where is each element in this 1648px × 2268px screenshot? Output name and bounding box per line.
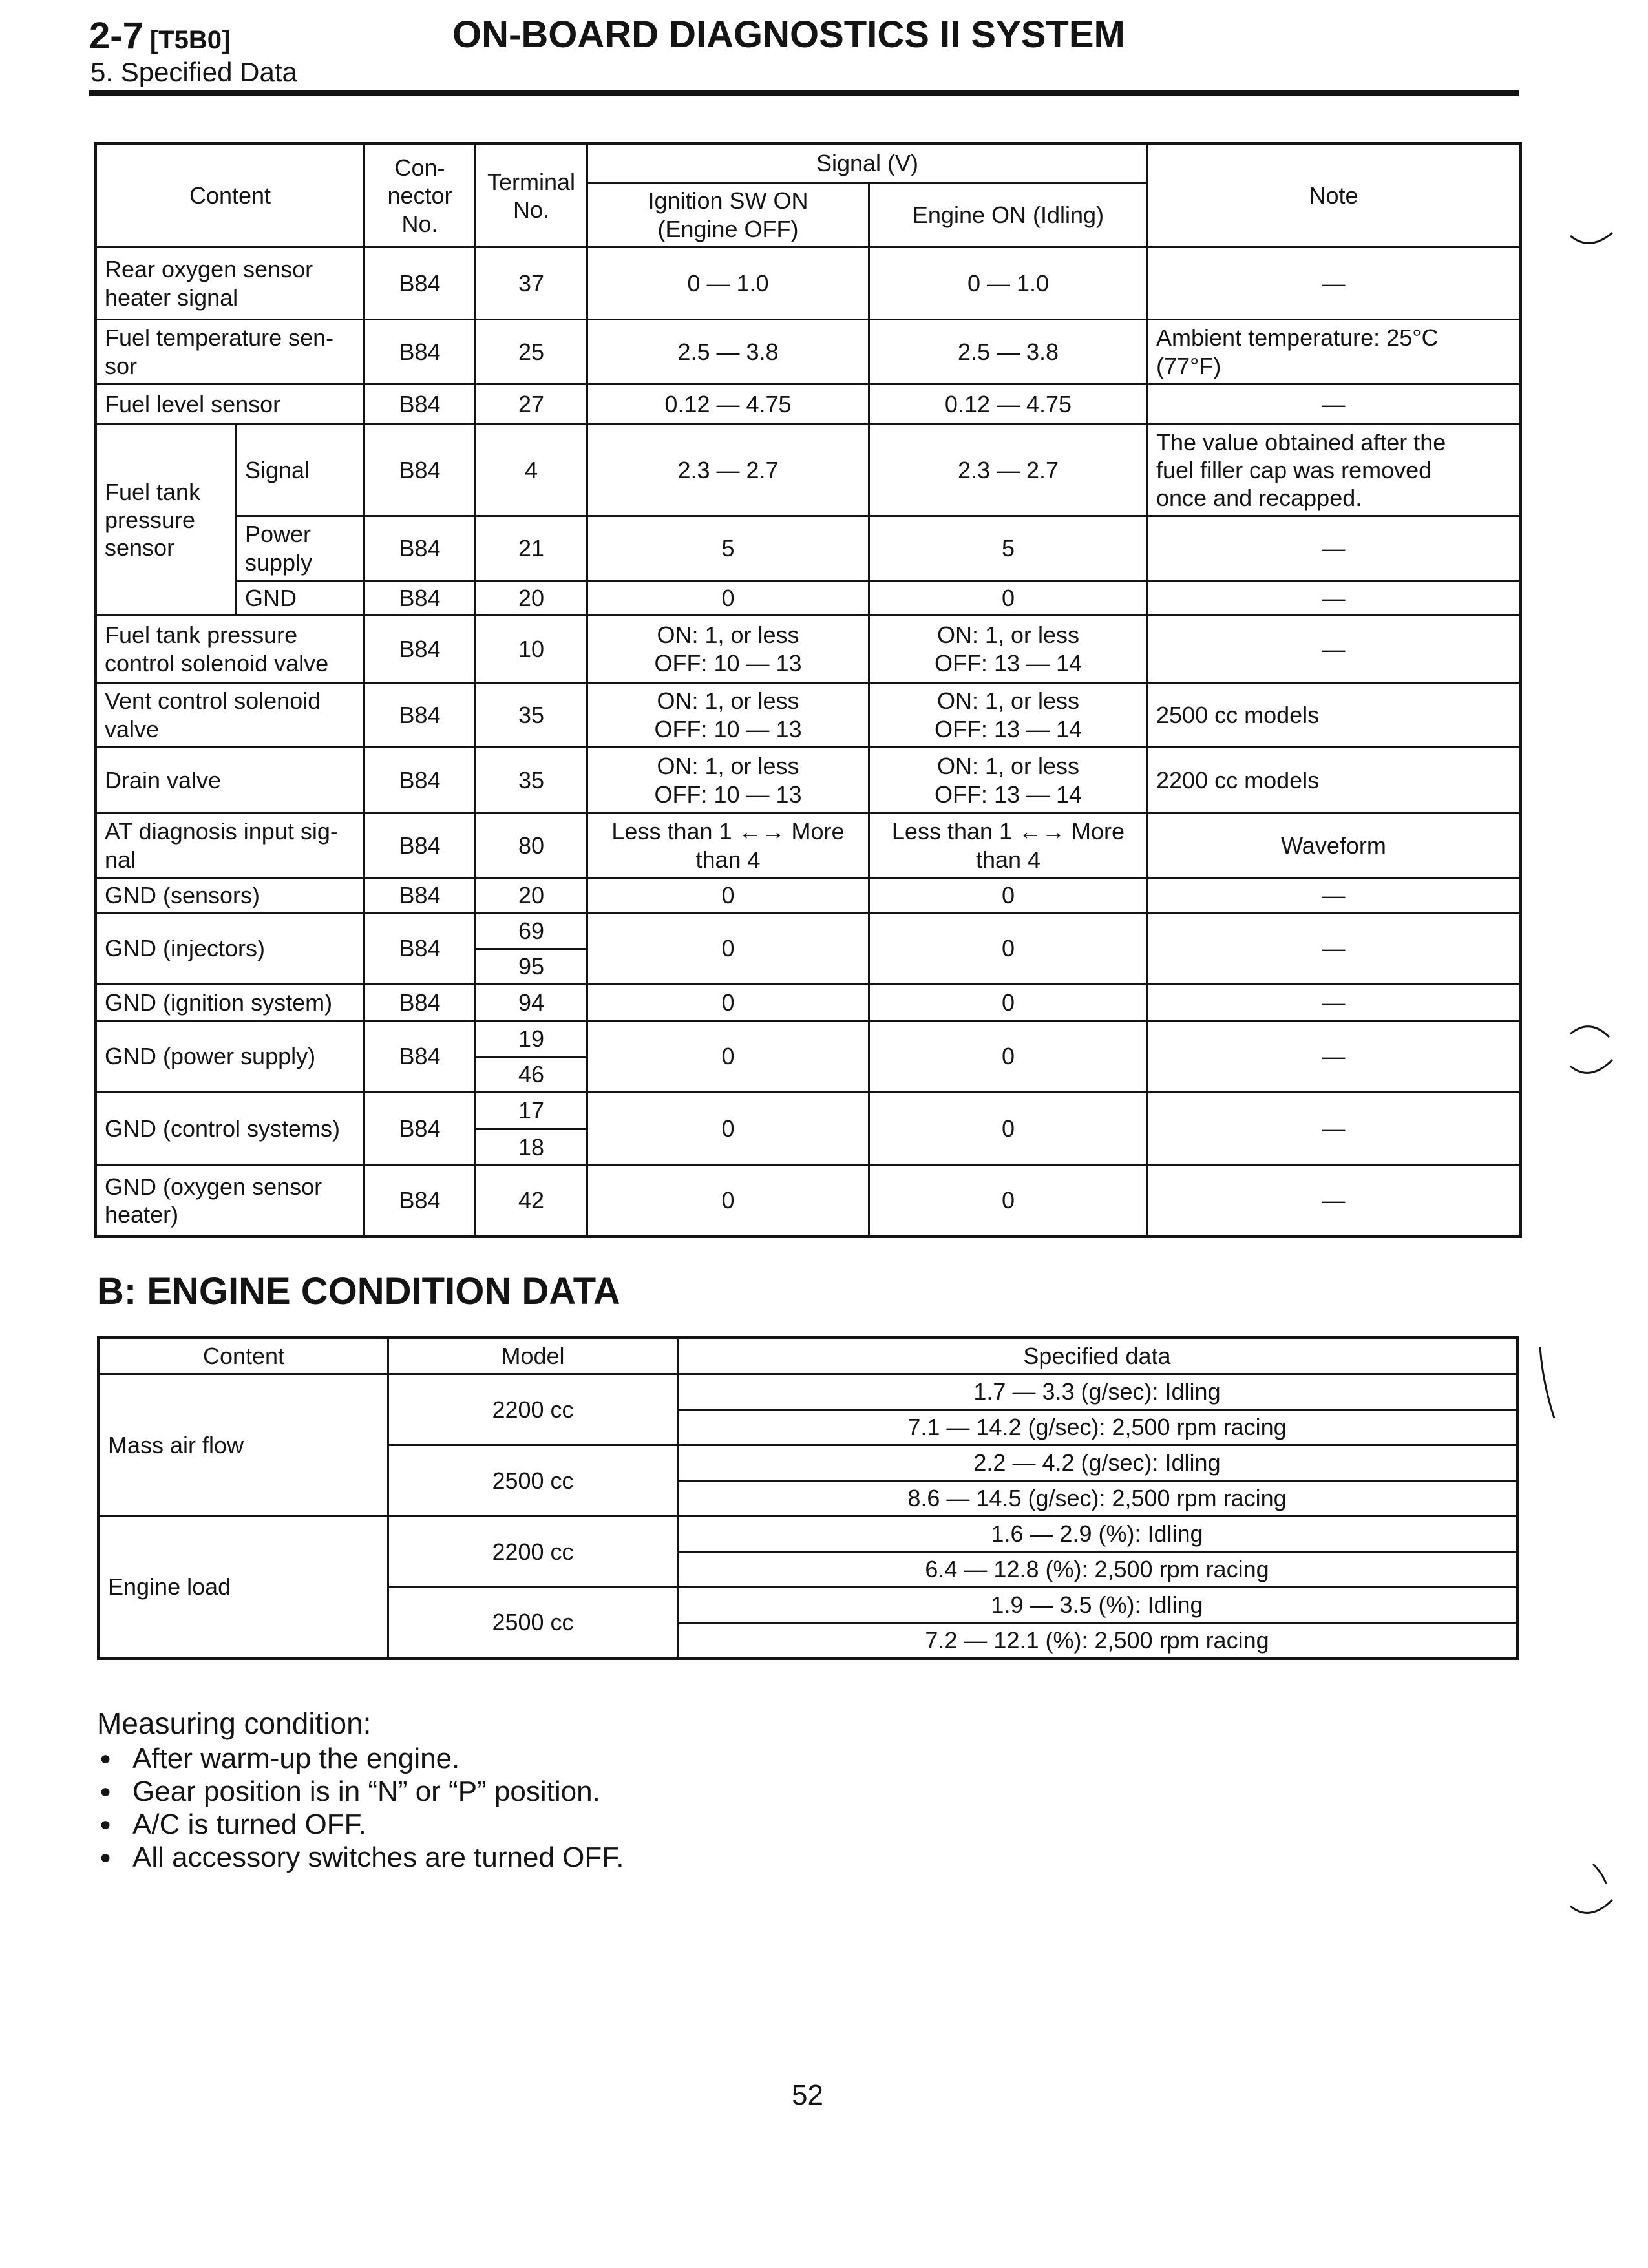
row-spec: 1.7 — 3.3 (g/sec): Idling [678, 1374, 1517, 1410]
binder-hole-mark [1567, 1861, 1619, 1951]
row-terminal: 20 [476, 581, 587, 616]
binder-hole-mark [1567, 187, 1619, 258]
row-ignition-value: 0.12 — 4.75 [587, 384, 869, 425]
row-connector: B84 [364, 384, 476, 425]
row-terminal: 42 [476, 1166, 587, 1237]
row-terminal: 20 [476, 878, 587, 913]
table-row [96, 683, 1521, 748]
row-note: — [1148, 985, 1521, 1021]
row-terminal: 25 [476, 320, 587, 384]
row-model: 2200 cc [388, 1517, 678, 1588]
row-engine-value: Less than 1 ←→ More than 4 [869, 814, 1148, 878]
row-sub-content: Signal [237, 425, 364, 516]
row-connector: B84 [364, 616, 476, 683]
page-code-tag: [T5B0] [149, 26, 231, 54]
row-ignition-value: 0 [587, 1166, 869, 1237]
row-sub-content: Power supply [237, 516, 364, 581]
table-row [96, 425, 1521, 516]
row-spec: 1.9 — 3.5 (%): Idling [678, 1588, 1517, 1623]
row-terminal: 80 [476, 814, 587, 878]
row-spec: 2.2 — 4.2 (g/sec): Idling [678, 1445, 1517, 1481]
row-content: GND (power supply) [96, 1021, 364, 1093]
row-note: — [1148, 1166, 1521, 1237]
system-title: ON-BOARD DIAGNOSTICS II SYSTEM [452, 14, 1125, 56]
row-ignition-value: 0 — 1.0 [587, 247, 869, 320]
row-content: GND (control systems) [96, 1093, 364, 1166]
row-content: Mass air flow [99, 1374, 388, 1517]
row-engine-value: 0 — 1.0 [869, 247, 1148, 320]
row-note: Waveform [1148, 814, 1521, 878]
row-terminal-a: 17 [518, 1097, 545, 1124]
table-row [99, 1517, 1517, 1552]
measuring-condition-title: Measuring condition: [97, 1706, 372, 1740]
row-content: GND (oxygen sensor heater) [96, 1166, 364, 1237]
row-engine-value: 0 [869, 1021, 1148, 1093]
section-title: 5. Specified Data [90, 57, 297, 87]
row-engine-value: 0 [869, 985, 1148, 1021]
row-connector: B84 [364, 425, 476, 516]
measuring-condition [97, 1706, 624, 1874]
row-group-content: Fuel tank pressure sensor [96, 425, 237, 616]
row-note: — [1148, 581, 1521, 616]
engine-condition-table [97, 1336, 1519, 1660]
row-terminal: 35 [476, 683, 587, 748]
table-row [96, 1093, 1521, 1166]
row-spec: 7.2 — 12.1 (%): 2,500 rpm racing [678, 1623, 1517, 1659]
table-row [96, 616, 1521, 683]
row-engine-value: 2.3 — 2.7 [869, 425, 1148, 516]
row-engine-value: 0 [869, 878, 1148, 913]
row-terminal: 4 [476, 425, 587, 516]
row-connector: B84 [364, 814, 476, 878]
row-spec: 6.4 — 12.8 (%): 2,500 rpm racing [678, 1552, 1517, 1588]
row-ignition-value: 5 [587, 516, 869, 581]
row-content: GND (injectors) [96, 913, 364, 985]
ecm-terminal-table [94, 142, 1522, 1238]
row-content: Vent control solenoid valve [96, 683, 364, 748]
list-item: ● All accessory switches are turned OFF. [97, 1841, 624, 1874]
table-row [96, 913, 1521, 985]
table-row [96, 878, 1521, 913]
row-connector: B84 [364, 1166, 476, 1237]
row-content: Fuel temperature sen- sor [96, 320, 364, 384]
row-ignition-value: ON: 1, or less OFF: 10 — 13 [587, 683, 869, 748]
table-header-row [99, 1338, 1517, 1374]
row-terminal: 27 [476, 384, 587, 425]
row-spec: 8.6 — 14.5 (g/sec): 2,500 rpm racing [678, 1481, 1517, 1517]
header-model: Model [388, 1338, 678, 1374]
row-note: — [1148, 1093, 1521, 1166]
row-ignition-value: ON: 1, or less OFF: 10 — 13 [587, 748, 869, 814]
row-content: GND (sensors) [96, 878, 364, 913]
row-content: Fuel level sensor [96, 384, 364, 425]
row-engine-value: 5 [869, 516, 1148, 581]
row-engine-value: ON: 1, or less OFF: 13 — 14 [869, 616, 1148, 683]
row-note: — [1148, 384, 1521, 425]
table-row [96, 1166, 1521, 1237]
row-ignition-value: 2.5 — 3.8 [587, 320, 869, 384]
table-header-row [96, 144, 1521, 183]
row-terminal-b: 18 [476, 1128, 586, 1165]
list-item: ● Gear position is in “N” or “P” position. [97, 1775, 624, 1808]
row-spec: 1.6 — 2.9 (%): Idling [678, 1517, 1517, 1552]
row-note: — [1148, 516, 1521, 581]
row-terminal [476, 913, 587, 985]
row-terminal [476, 1093, 587, 1166]
row-connector: B84 [364, 320, 476, 384]
table-row [96, 384, 1521, 425]
row-connector: B84 [364, 913, 476, 985]
measuring-condition-list [97, 1742, 624, 1874]
row-model: 2200 cc [388, 1374, 678, 1445]
table-row [96, 1021, 1521, 1093]
row-note: The value obtained after the fuel filler cap was removed once and recapped. [1148, 425, 1521, 516]
row-note: — [1148, 913, 1521, 985]
header-terminal: Terminal No. [476, 144, 587, 247]
row-engine-value: 0 [869, 581, 1148, 616]
row-connector: B84 [364, 683, 476, 748]
row-engine-value: 2.5 — 3.8 [869, 320, 1148, 384]
table-row [96, 748, 1521, 814]
row-model: 2500 cc [388, 1445, 678, 1517]
section-heading-engine-condition: B: ENGINE CONDITION DATA [97, 1270, 620, 1312]
row-engine-value: 0 [869, 1166, 1148, 1237]
row-ignition-value: 0 [587, 913, 869, 985]
row-ignition-value: ON: 1, or less OFF: 10 — 13 [587, 616, 869, 683]
row-note: Ambient temperature: 25°C (77°F) [1148, 320, 1521, 384]
row-ignition-value: 0 [587, 1021, 869, 1093]
row-note: 2200 cc models [1148, 748, 1521, 814]
header-signal: Signal (V) [587, 144, 1148, 183]
list-item: ● A/C is turned OFF. [97, 1808, 624, 1841]
row-content: Fuel tank pressure control solenoid valve [96, 616, 364, 683]
header-connector: Con- nector No. [364, 144, 476, 247]
table-row [96, 516, 1521, 581]
row-content: Engine load [99, 1517, 388, 1659]
row-note: — [1148, 878, 1521, 913]
row-connector: B84 [364, 985, 476, 1021]
page-number: 52 [792, 2079, 823, 2111]
row-content: Drain valve [96, 748, 364, 814]
table-row [99, 1374, 1517, 1410]
table-row [96, 581, 1521, 616]
row-content: GND (ignition system) [96, 985, 364, 1021]
header-content: Content [99, 1338, 388, 1374]
row-connector: B84 [364, 1021, 476, 1093]
row-terminal: 10 [476, 616, 587, 683]
row-connector: B84 [364, 1093, 476, 1166]
page-code-number: 2-7 [89, 15, 143, 57]
row-model: 2500 cc [388, 1588, 678, 1659]
row-engine-value: ON: 1, or less OFF: 13 — 14 [869, 748, 1148, 814]
row-terminal: 37 [476, 247, 587, 320]
row-content: Rear oxygen sensor heater signal [96, 247, 364, 320]
binder-hole-mark [1567, 1021, 1619, 1105]
row-note: — [1148, 247, 1521, 320]
row-ignition-value: 0 [587, 1093, 869, 1166]
row-terminal-b: 95 [476, 948, 586, 984]
row-terminal: 35 [476, 748, 587, 814]
row-terminal-a: 69 [518, 917, 545, 944]
row-connector: B84 [364, 581, 476, 616]
row-engine-value: 0 [869, 1093, 1148, 1166]
table-row [96, 814, 1521, 878]
row-note: 2500 cc models [1148, 683, 1521, 748]
header-engine-on: Engine ON (Idling) [869, 183, 1148, 247]
row-note: — [1148, 616, 1521, 683]
row-terminal: 21 [476, 516, 587, 581]
row-terminal: 94 [476, 985, 587, 1021]
table-row [96, 985, 1521, 1021]
row-ignition-value: 0 [587, 581, 869, 616]
row-terminal [476, 1021, 587, 1093]
header-rule [89, 90, 1519, 96]
list-item: ● After warm-up the engine. [97, 1742, 624, 1775]
header-ignition-on: Ignition SW ON (Engine OFF) [587, 183, 869, 247]
row-engine-value: 0.12 — 4.75 [869, 384, 1148, 425]
row-connector: B84 [364, 516, 476, 581]
row-terminal-b: 46 [476, 1056, 586, 1092]
table-row [96, 247, 1521, 320]
row-sub-content: GND [237, 581, 364, 616]
header-note: Note [1148, 144, 1521, 247]
page-code [89, 14, 230, 58]
row-connector: B84 [364, 748, 476, 814]
header-content: Content [96, 144, 364, 247]
row-note: — [1148, 1021, 1521, 1093]
row-terminal-a: 19 [518, 1025, 545, 1052]
row-spec: 7.1 — 14.2 (g/sec): 2,500 rpm racing [678, 1410, 1517, 1445]
table-row [96, 320, 1521, 384]
row-engine-value: 0 [869, 913, 1148, 985]
row-content: AT diagnosis input sig- nal [96, 814, 364, 878]
row-connector: B84 [364, 878, 476, 913]
margin-scratch-mark [1535, 1344, 1561, 1422]
row-ignition-value: 0 [587, 985, 869, 1021]
row-engine-value: ON: 1, or less OFF: 13 — 14 [869, 683, 1148, 748]
row-ignition-value: 0 [587, 878, 869, 913]
row-ignition-value: 2.3 — 2.7 [587, 425, 869, 516]
row-ignition-value: Less than 1 ←→ More than 4 [587, 814, 869, 878]
row-connector: B84 [364, 247, 476, 320]
header-specified-data: Specified data [678, 1338, 1517, 1374]
